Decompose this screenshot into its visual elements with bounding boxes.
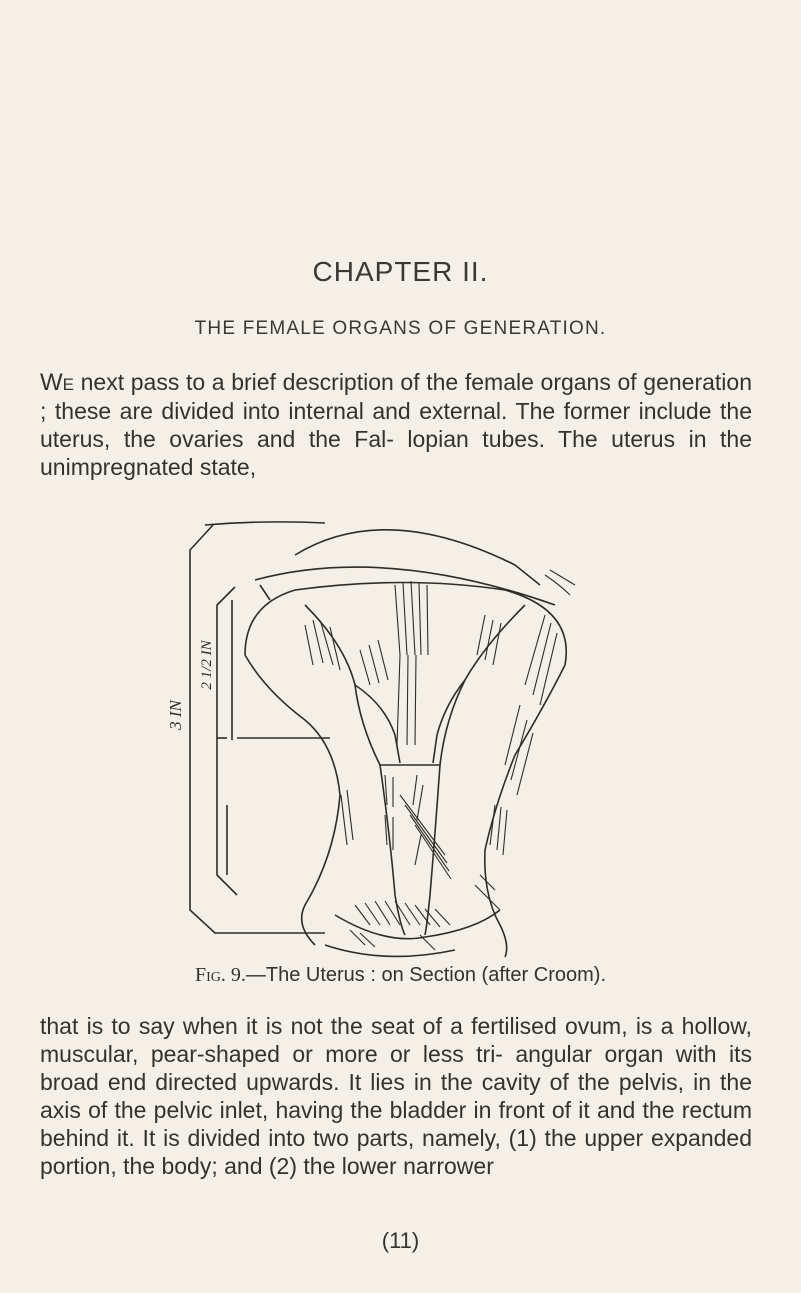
page-number: (11) [381,1228,420,1253]
uterine-cavity [305,605,405,935]
chapter-heading: CHAPTER II. [312,256,489,287]
fundus-dome [205,522,540,585]
chapter-title: THE FEMALE ORGANS OF GENERATION. [194,318,607,339]
outer-measure-bracket [190,525,325,933]
paragraph-lead-word: We [40,369,74,396]
paragraph-intro-text: next pass to a brief description of the female organs of generation ; these are divided into internal and external. The former include the uterus, the ovaries and the Fal- lopian tubes. The uterus in the unimpregnated state, [40,369,752,480]
outer-height-label: 3 IN [166,700,185,730]
figure-caption-text: —The Uterus : on Section (after Croom). [245,964,607,986]
paragraph-intro [40,368,752,481]
paragraph-description: that is to say when it is not the seat of a fertilised ovum, is a hollow, muscular, pear-shaped or more or less tri- angular organ with its broad end directed upwards. It lies in the cavity of the pelvis, in the axis of the pelvic inlet, having the bladder in front of it and the rectum behind it. It is divided into two parts, namely, (1) the upper expanded portion, the body; and (2) the lower narrower [40,1013,752,1179]
figure-caption [0,964,801,987]
figure-caption-label: Fig. 9. [194,964,246,986]
uterus-section-figure [155,505,625,965]
inner-height-label: 2 1/2 IN [199,640,215,690]
